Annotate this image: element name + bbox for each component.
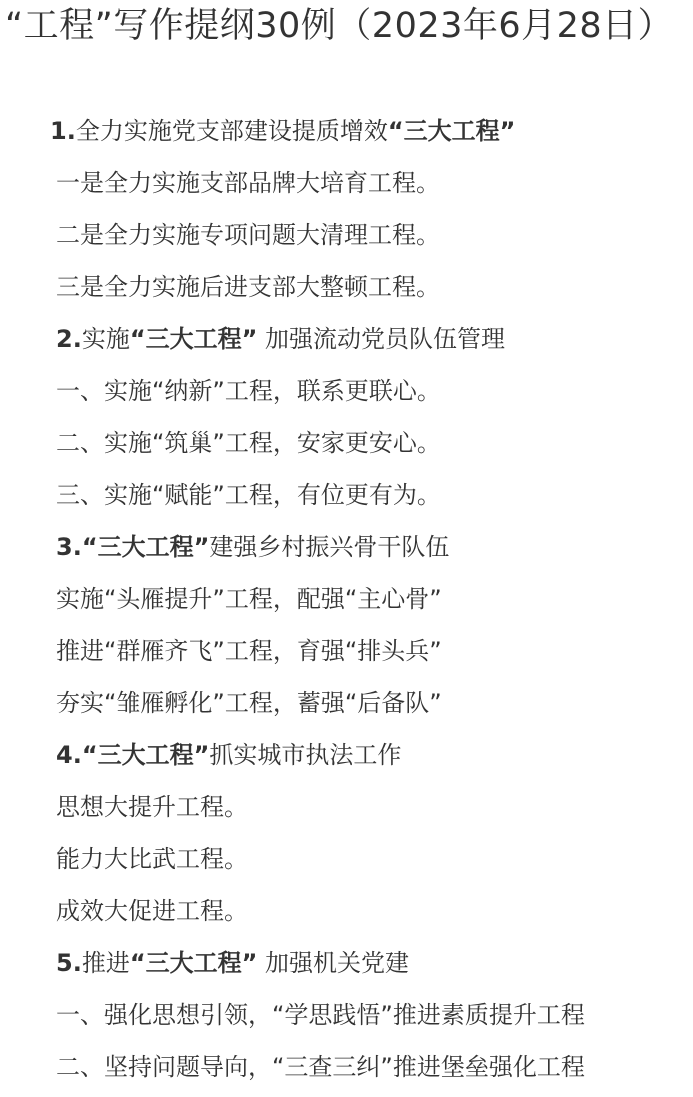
section-number: 3. bbox=[56, 533, 82, 561]
list-item: 二是全力实施专项问题大清理工程。 bbox=[56, 221, 440, 249]
section-number: 5. bbox=[56, 949, 82, 977]
list-item: 一是全力实施支部品牌大培育工程。 bbox=[56, 169, 440, 197]
section-number: 1. bbox=[50, 117, 76, 145]
section-number: 2. bbox=[56, 325, 82, 353]
list-item: 一、强化思想引领，“学思践悟”推进素质提升工程 bbox=[56, 1001, 585, 1029]
section-heading-quote: “三大工程” bbox=[81, 741, 210, 769]
section-heading-quote: “三大工程” bbox=[387, 117, 516, 145]
section-number: 4. bbox=[56, 741, 82, 769]
list-item: 实施“头雁提升”工程，配强“主心骨” bbox=[56, 585, 442, 613]
list-item: 推进“群雁齐飞”工程，育强“排头兵” bbox=[56, 637, 442, 665]
section-heading-quote: “三大工程” bbox=[129, 949, 258, 977]
list-item: 三是全力实施后进支部大整顿工程。 bbox=[56, 273, 440, 301]
list-item: 一、实施“纳新”工程，联系更联心。 bbox=[56, 377, 441, 405]
list-item: 思想大提升工程。 bbox=[56, 793, 248, 821]
section-heading-text: 加强机关党建 bbox=[257, 949, 410, 977]
section-heading-quote: “三大工程” bbox=[129, 325, 258, 353]
section-heading-text: 抓实城市执法工作 bbox=[209, 741, 402, 769]
section-heading-text: 实施 bbox=[81, 325, 130, 353]
section-heading-text: 推进 bbox=[81, 949, 130, 977]
section-heading-text: 全力实施党支部建设提质增效 bbox=[75, 117, 388, 145]
list-item: 能力大比武工程。 bbox=[56, 845, 248, 873]
section-heading-text: 加强流动党员队伍管理 bbox=[257, 325, 506, 353]
section-heading bbox=[56, 948, 409, 978]
section-heading bbox=[50, 116, 515, 146]
page-title: “工程”写作提纲30例（2023年6月28日） bbox=[5, 6, 674, 46]
list-item: 夯实“雏雁孵化”工程，蓄强“后备队” bbox=[56, 689, 442, 717]
list-item: 成效大促进工程。 bbox=[56, 897, 248, 925]
section-heading bbox=[56, 532, 449, 562]
list-item: 二、实施“筑巢”工程，安家更安心。 bbox=[56, 429, 441, 457]
section-heading bbox=[56, 324, 505, 354]
section-heading bbox=[56, 740, 401, 770]
section-heading-quote: “三大工程” bbox=[81, 533, 210, 561]
section-heading-text: 建强乡村振兴骨干队伍 bbox=[209, 533, 450, 561]
list-item: 二、坚持问题导向，“三查三纠”推进堡垒强化工程 bbox=[56, 1053, 585, 1081]
list-item: 三、实施“赋能”工程，有位更有为。 bbox=[56, 481, 441, 509]
